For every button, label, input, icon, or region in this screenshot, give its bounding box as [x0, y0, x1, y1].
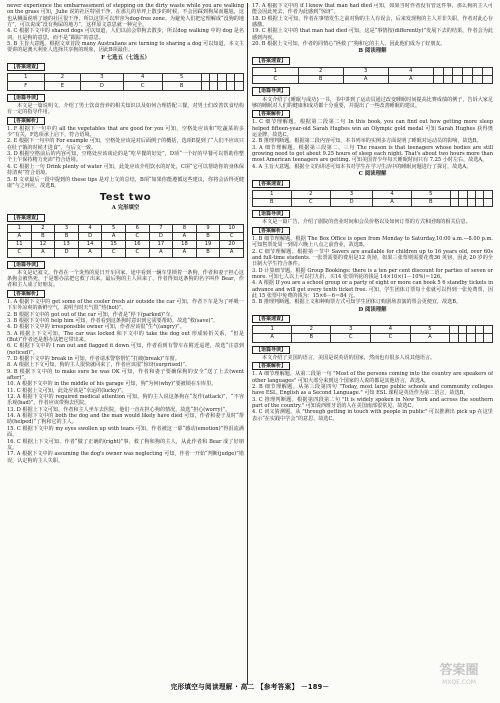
- answer-table-cell: C: [331, 334, 371, 342]
- passage-guide-label: 【语篇导读】: [252, 346, 290, 354]
- answer-table-cell: B: [31, 232, 55, 240]
- answer-table-cell: [210, 74, 218, 82]
- answer-table-cell: [483, 67, 493, 75]
- analysis-paragraph: 1. C 细节理解题。根据第二段第二句 In this book, you can find out how getting more sleep helped fifteen-year-old Sarah Hughes win an Olympic gold medal 可知 Sarah Hughes 获得奥运金牌，故选C。: [252, 119, 493, 139]
- answer-table-cell: [433, 76, 443, 84]
- answer-table-cell: 4: [123, 74, 162, 82]
- answer-table-cell: 8: [173, 224, 197, 232]
- analysis-paragraph: 8. A 根据上下文可知，狗的主人很快就回来了，作者应该很“惊讶(surprised)”。: [7, 362, 191, 369]
- answer-table-row: [253, 326, 493, 334]
- passage-guide-text: 本文是一篇说明文，介绍了男士饮食营养的相关知识以及如何合理搭配三餐，对男士们改善饮食结构有一定的指导作用。: [7, 102, 244, 116]
- answer-table-cell: A: [102, 232, 126, 240]
- answer-quick-check-label: 【答案速查】: [7, 214, 45, 222]
- answer-table-cell: [484, 326, 493, 334]
- answer-analysis-label: 【答案解析】: [7, 117, 45, 125]
- left-column: [7, 3, 244, 693]
- passage-guide-text: 本文介绍了{睡眠与成功}一书，书中讲到了运动员通过改变睡眠时间提高比赛成绩的例子，告诉大家足够的睡眠对人们的健康和成功都十分重要，并提出了一些改善睡眠的建议。: [252, 96, 493, 109]
- answer-table-row: [253, 198, 493, 206]
- analysis-paragraph: 4. C 根据上一句 Drink plenty of water 可知，此处应该介绍饮水的好处，C项“它可以帮助你的身体保持清爽”符合语境。: [7, 163, 244, 177]
- answer-table-cell: 3: [81, 74, 123, 82]
- answer-table-cell: C: [220, 232, 244, 240]
- watermark-main: 答案圈: [439, 663, 479, 678]
- answer-table-cell: F: [8, 82, 45, 90]
- answer-table-cell: 3: [343, 67, 388, 75]
- section-heading-b: B 阅读理解: [358, 48, 387, 55]
- answer-table-cell: 2: [31, 224, 55, 232]
- passage-guide-text: 本文是记叙文。作者在一个炎热的夏日开车回家，途中看到一辆车里锁着一条狗，作者和妻子担心这条狗会被热死，于是想办法把它救了出来。最后狗的主人回来了，作者得知这条狗的名字叫作 Bear，作者和主人成了好朋友。: [7, 269, 244, 289]
- answer-table-cell: 1: [253, 326, 292, 334]
- answer-table-cell: 17: [149, 241, 173, 249]
- answer-table-cell: 2: [292, 326, 331, 334]
- analysis-paragraph: 3. D 计算细节题。根据 Group Bookings: there is a ten per cent discount for parties of seven or more. 可知七人以上可以打九折，买14 张票所花的钱是 14×10×(1－10%)＝126。: [252, 267, 493, 280]
- answer-table-cell: [201, 82, 209, 90]
- analysis-paragraph: 2. B 推理判断题。根据第二段内容可知，本书列举的实例多方面说明了睡眠对运动员的影响，故选B。: [252, 138, 482, 145]
- analysis-paragraph: 15. C 根据下文中的 my eyes swollen up with tears 可知，作者被这一幕“感动(emotion)”得泪流满面。: [7, 425, 244, 439]
- answer-table-cell: [467, 334, 476, 342]
- analysis-paragraph: 3. A 细节理解题。根据第三段第二、三句 The reason is that teenagers whose bodies are still growing need to get about 9.25 hours of sleep each night. That's about two hours more than most American teenagers are getting. 可知美国青少年每天睡眠时间只有 7.25 小时左右，故选A。: [252, 144, 493, 164]
- analysis-paragraph: 4. D 根据下文中的 irresponsible owner 可知，作者应该很“生气(angry)”。: [7, 324, 185, 331]
- answer-table-cell: 3: [55, 224, 79, 232]
- answer-table-cell: [458, 326, 467, 334]
- answer-table-d: [252, 325, 493, 342]
- answer-table-cell: C: [371, 334, 411, 342]
- answer-table-cell: 5: [411, 190, 450, 198]
- answer-table-cell: [450, 334, 459, 342]
- answer-table-cell: [476, 190, 484, 198]
- answer-table-cell: A: [78, 249, 102, 257]
- answer-table-cell: 2: [44, 74, 81, 82]
- analysis-paragraph: 1. B 细节理解题。根据 The Box Office is open from Monday to Saturday,10:00 a.m.—8.00 p.m. 可知售票处周一到周六晚上八点之前营业，故选B。: [252, 235, 493, 249]
- answer-table-cell: 18: [173, 241, 197, 249]
- answer-table-cell: C: [8, 249, 32, 257]
- analysis-paragraph: never experience the embarrassment of stepping on the dirty waste while you are walking on the grass 可知，Julie 说的社区特别干净，在那儿的草坪上散步的时候，不会因踩到狗屎而尴尬，这也从侧面说明了她的社区很干净，所以这里可以形容为dog-free zone。为避免人们把它理解成“没狗的地方”，可以说成“没有狗屎的地方”，这样原文意思就一种完全。: [7, 3, 244, 29]
- answer-table-cell: [463, 76, 473, 84]
- answer-table-cell: 2: [291, 190, 330, 198]
- analysis-paragraph: 4. C 根据下文中的 shared dogs 可以知道，人们以前会带狗去散步，所以dog walking 中的 dog 是名词，且是狗的意思，而不是“跟踪”的意思。: [7, 28, 244, 41]
- analysis-paragraph: 16. C 根据上下文可知，作者“做了正确的(right)”事，救了狗和狗的主人，从此作者和 Bear 成了好朋友。: [7, 438, 244, 451]
- page-footer: 完形填空与阅读理解 · 高二 【参考答案】 －189－: [170, 683, 330, 691]
- answer-table-cell: A: [343, 76, 388, 84]
- answer-table-cell: 5: [102, 224, 126, 232]
- answer-table-cell: C: [123, 82, 162, 90]
- answer-table-cell: A: [220, 249, 244, 257]
- analysis-paragraph: 2. B 细节理解题。从第三段第四句 "Today, most large public schools and community colleges have ESL, English as a Second Language." 可知 ESL 课程是英语作为第二语言，故选B。: [252, 383, 493, 397]
- analysis-paragraph: 3. B 根据下文中的 help him 可知，作者看到这条狗时意识到它需要帮助，故选“救(save)”。: [7, 317, 219, 324]
- answer-table-cell: C: [102, 249, 126, 257]
- answer-table-cell: 1: [253, 67, 299, 75]
- answer-table-cell: [433, 67, 443, 75]
- analysis-paragraph: 17. A 根据下文中的 assuming the dog's owner was neglecting 可知，作者一开始“判断(judge)”错误，认定狗的主人失职。: [7, 451, 244, 464]
- answer-quick-check-label: 【答案速查】: [252, 315, 290, 323]
- analysis-paragraph: 10. A 根据下文中的 in the middle of his garage 可知，狗“为何(why)”要被锁在车库里。: [7, 381, 217, 388]
- answer-table-cell: 4: [373, 190, 412, 198]
- answer-quick-check-label: 【答案速查】: [252, 57, 290, 65]
- answer-table-row: [253, 190, 493, 198]
- answer-table-cell: B: [292, 334, 331, 342]
- answer-table-cell: 4: [371, 326, 411, 334]
- passage-guide-label: 【语篇导读】: [7, 94, 45, 102]
- answer-table-cell: [459, 198, 467, 206]
- analysis-paragraph: 17. A 根据下文中的 if I knew that man had died 可知，如果当时作者没有管这件事，那么狗的主人可能会因此死去，作者为此感到“惊讶”。: [252, 3, 493, 16]
- answer-table-cell: B: [162, 82, 201, 90]
- answer-analysis-b: [252, 119, 493, 170]
- answer-table-cell: [235, 74, 244, 82]
- analysis-paragraph: 4. A 主旨大意题。根据全文的讲述可知本书对学生在学习生活中的睡眠问题进行了探讨，故选A。: [252, 163, 472, 170]
- analysis-paragraph: 13. D 根据上下文可知，作者和主人坐车去医院，他们一直在担心狗的情况，故选“担心(worry)”。: [7, 406, 231, 413]
- answer-table-cell: 4: [388, 67, 433, 75]
- answer-table-cell: [218, 82, 226, 90]
- analysis-paragraph: 4. C 词义猜测题。从 "through getting in touch with people in public" 可以推测出 pick up 在这里表示“在实践中学会”的意思，故选C。: [252, 409, 493, 422]
- analysis-paragraph: 5. B 文章最后一段中提到的 these tips 是对上文的总结，B项“如果你能遵循这些建议，你将会活得更健康”与之呼应，故选B。: [7, 176, 244, 189]
- answer-table-cell: [453, 76, 463, 84]
- answer-table-cell: B: [253, 198, 292, 206]
- answer-table-cell: [467, 190, 475, 198]
- answer-analysis-label: 【答案解析】: [252, 227, 290, 235]
- answer-table-cell: [226, 82, 234, 90]
- answer-table-cell: 15: [102, 241, 126, 249]
- passage-guide-text: 本文是一篇广告，介绍了剧院的营业时间和会员价格以及如何订票的方式和团购的相关信息。: [262, 219, 471, 226]
- answer-table-cell: A: [8, 232, 32, 240]
- answer-table-cell: 3: [331, 326, 371, 334]
- answer-table-cell: [484, 334, 493, 342]
- section-heading-f: F 七选五（七选五）: [101, 54, 150, 61]
- answer-table-cell: A: [149, 249, 173, 257]
- answer-table-cell: [210, 82, 218, 90]
- answer-quick-check-label: 【答案速查】: [7, 63, 45, 71]
- answer-table-cell: A: [173, 232, 197, 240]
- answer-table-cell: B: [298, 76, 343, 84]
- analysis-paragraph: 18. D 根据上文可知，作者在事情发生之前对狗的主人有误会，后来发现狗的主人并非失职，作者对此心存感激。: [252, 15, 493, 29]
- answer-table-b: [252, 67, 493, 84]
- left-top-paragraphs: [7, 3, 244, 54]
- watermark-sub: MXQE.COM: [442, 679, 476, 686]
- answer-table-row: [253, 67, 493, 75]
- answer-table-cell: D: [81, 82, 123, 90]
- answer-table-cell: 9: [196, 224, 220, 232]
- analysis-paragraph: 2. E 根据下一句中的 For example 可知，空格处应该是对后面例子的概括，选项E提到了“人们不应该只在肚子饿的时候才进食”，与后文一致。: [7, 138, 244, 151]
- answer-table-cell: [473, 76, 483, 84]
- analysis-paragraph: 7. D 根据下文中的 break in 可知，作者请求警察帮忙“打破(break)”车窗。: [7, 356, 180, 363]
- answer-table-row: [253, 334, 493, 342]
- section-heading-d: D 阅读理解: [358, 306, 387, 313]
- analysis-paragraph: 1. F 根据下一句中的 all the vegetables that are good for you 可知，空格处应该和“吃蔬菜的多少”有关，F选项承上启下，符合语境。: [7, 125, 244, 139]
- answer-key-page: [7, 3, 493, 693]
- column-divider: [247, 3, 248, 685]
- answer-table-cell: [463, 67, 473, 75]
- answer-table-cell: [484, 198, 493, 206]
- answer-table-cell: [458, 334, 467, 342]
- answer-table-cell: [473, 67, 483, 75]
- answer-table-cell: 10: [220, 224, 244, 232]
- answer-table-cell: 20: [220, 241, 244, 249]
- analysis-paragraph: 2. C 细节理解题。根据第一节中 Savers are available for children up to 16 years old, over 60s and full-time students. 一张票需要的费用是12 英镑，如果三张票则需要花费36 英镑，因此 20 岁的全日制大学生符合条件。: [252, 248, 493, 268]
- watermark-logo: [424, 663, 494, 697]
- answer-analysis-a: [7, 299, 244, 464]
- answer-table-cell: [450, 190, 458, 198]
- answer-table-cell: 11: [8, 241, 32, 249]
- answer-analysis-c: [252, 236, 493, 306]
- answer-table-cell: B: [196, 249, 220, 257]
- analysis-paragraph: 6. C 根据下文中的 I ran out and flagged it down 可知，作者看到有警车在附近巡逻，故选“注意到(noticed)”。: [7, 343, 244, 356]
- analysis-paragraph: 12. A 根据下文中的 required medical attention 可知，狗的主人说这条狗在“发作(attack)”，“不容乐观(bad)”，作者应该带狗去医院。: [7, 394, 244, 407]
- answer-table-cell: [235, 82, 244, 90]
- analysis-paragraph: 14. A 根据下文中的 both the dog and the man would likely have died 可知，作者和妻子及时“帮助(helped)”了狗和它的主人。: [7, 413, 244, 426]
- answer-table-cell: 3: [330, 190, 372, 198]
- answer-table-c: [252, 190, 493, 207]
- analysis-paragraph: 11. C 根据上文可知，此处应该是“幸运的(lucky)”。: [7, 387, 127, 394]
- answer-table-cell: 19: [196, 241, 220, 249]
- answer-table-cell: [475, 326, 484, 334]
- passage-guide-text: 本文介绍了美国的语言，美国是说英语的国家，然而也有很多人说其他语言。: [262, 354, 436, 361]
- answer-table-cell: [443, 67, 453, 75]
- answer-table-cell: [483, 76, 493, 84]
- section-heading-c: C 阅读理解: [358, 171, 387, 178]
- answer-table-row: [8, 249, 244, 257]
- answer-table-cell: 5: [410, 326, 449, 334]
- answer-table-cell: [475, 334, 484, 342]
- answer-analysis-label: 【答案解析】: [252, 362, 290, 370]
- answer-table-row: [8, 74, 244, 82]
- answer-table-cell: [201, 74, 209, 82]
- passage-guide-label: 【语篇导读】: [252, 210, 290, 218]
- answer-table-cell: C: [125, 249, 149, 257]
- answer-table-cell: A: [31, 249, 55, 257]
- analysis-paragraph: 1. A 根据下文中的 get some of the cooler fresh air outside the car 可知，作者下车是为了呼吸一下车外凉爽的新鲜空气，说明当时天气很“热(hot)”。: [7, 298, 244, 312]
- analysis-paragraph: 5. B 主旨大意题。根据文章首段 many Australians are turning to sharing a dog 可以知道，本文主要讲的是澳大利亚人选择共享狗的现象，因此B项最佳。: [7, 41, 244, 54]
- answer-table-cell: [453, 67, 463, 75]
- answer-table-cell: [484, 190, 493, 198]
- analysis-paragraph: 4. A 根据 If you are a school group or a party of eight or more can book 5 6 standby tickets in advance and will get every tenth ticket free. 可知，学生团体订票每十张就可以得到一张免费票，因此 15 张票中免费的钱为：15×6－6＝84 元。: [252, 280, 493, 299]
- answer-table-row: [253, 76, 493, 84]
- section-heading-a: A 完形填空: [111, 205, 140, 212]
- answer-table-row: [8, 241, 244, 249]
- answer-table-cell: D: [330, 198, 372, 206]
- answer-table-cell: A: [410, 334, 449, 342]
- answer-table-cell: A: [388, 76, 433, 84]
- answer-table-row: [8, 232, 244, 240]
- answer-table-cell: B: [411, 198, 450, 206]
- answer-table-cell: 4: [78, 224, 102, 232]
- analysis-paragraph: 1. A 细节理解题。从第二段第一句 "Most of the persons coming into the country are speakers of other languages" 可知大部分来到这个国家的人说的都是其他语言，故选A。: [252, 371, 493, 384]
- answer-table-cell: A: [373, 198, 412, 206]
- right-top-paragraphs: [252, 3, 493, 47]
- answer-table-cell: D: [78, 232, 102, 240]
- answer-table-cell: 7: [149, 224, 173, 232]
- answer-analysis-d: [252, 371, 493, 422]
- answer-quick-check-label: 【答案速查】: [252, 180, 290, 188]
- answer-table-cell: B: [196, 232, 220, 240]
- test-two-heading: Test two: [99, 192, 152, 204]
- answer-table-cell: 1: [253, 190, 292, 198]
- answer-table-cell: 1: [8, 224, 32, 232]
- analysis-paragraph: 2. B 根据下文中的 got out of the car 可知，作者是“停下(parked)”车。: [7, 311, 176, 318]
- answer-table-row: [8, 82, 244, 90]
- answer-analysis-label: 【答案解析】: [252, 110, 290, 118]
- answer-table-cell: E: [44, 82, 81, 90]
- answer-table-cell: [443, 76, 453, 84]
- answer-table-cell: [467, 198, 475, 206]
- analysis-paragraph: 5. B 推理判断题。根据上文和种购票方式可知学生团体订购剧场表演的票会更便宜，故选B。: [252, 299, 462, 306]
- answer-table-cell: [476, 198, 484, 206]
- answer-analysis-label: 【答案解析】: [7, 290, 45, 298]
- answer-table-cell: 6: [125, 224, 149, 232]
- analysis-paragraph: 20. B 根据上文可知，作者的同情心“拯救了”狗和它的主人，因此他们成为了好朋友。: [252, 41, 446, 48]
- right-column: [252, 3, 493, 693]
- answer-table-cell: [218, 74, 226, 82]
- passage-guide-label: 【语篇导读】: [252, 87, 290, 95]
- analysis-paragraph: 3. C 推理判断题。根据第四段第二句 "It is widely spoken in New York and across the southern part of the country." 可知说西班牙语的人在美国南部很常见，故选C。: [252, 396, 493, 410]
- answer-table-cell: [226, 74, 234, 82]
- answer-table-cell: [459, 190, 467, 198]
- answer-table-a: [7, 224, 244, 258]
- answer-table-f: [7, 73, 244, 90]
- answer-table-cell: C: [125, 232, 149, 240]
- answer-table-cell: D: [55, 249, 79, 257]
- answer-analysis-f: [7, 126, 244, 189]
- answer-table-cell: 14: [78, 241, 102, 249]
- passage-guide-label: 【语篇导读】: [7, 261, 45, 269]
- answer-table-row: [8, 224, 244, 232]
- analysis-paragraph: 3. D 根据空格前后的内容可知，空格处应该谈论的是“吃早餐的好处”，D项“一个好的早餐可以帮助你整个上午保持精力充沛”符合语境。: [7, 151, 244, 164]
- answer-table-cell: 13: [55, 241, 79, 249]
- answer-table-cell: 1: [8, 74, 45, 82]
- answer-table-cell: 2: [298, 67, 343, 75]
- analysis-paragraph: 5. A 根据上下文可知，The car was locked 和下文中的 take the dog out 形成转折关系，“但是(But)”作者还是想办法把它带出来。: [7, 330, 244, 343]
- answer-table-cell: [450, 326, 459, 334]
- answer-table-cell: A: [173, 249, 197, 257]
- answer-table-cell: 16: [125, 241, 149, 249]
- analysis-paragraph: 9. B 根据下文中的 to make sure he was OK 可知，作者和妻子要确保狗的安全“送了上去(went after)”。: [7, 368, 244, 382]
- answer-table-cell: [450, 198, 458, 206]
- analysis-paragraph: 19. C 根据上文中的 that man had died 可知，这是“事情按(differently)”发展下去的结果，作者会为此感到内疚。: [252, 28, 493, 41]
- answer-table-cell: A: [253, 334, 292, 342]
- answer-table-cell: 5: [162, 74, 201, 82]
- answer-table-cell: C: [253, 76, 299, 84]
- answer-table-cell: D: [149, 232, 173, 240]
- answer-table-cell: B: [55, 232, 79, 240]
- answer-table-cell: [467, 326, 476, 334]
- answer-table-cell: C: [291, 198, 330, 206]
- answer-table-cell: 12: [31, 241, 55, 249]
